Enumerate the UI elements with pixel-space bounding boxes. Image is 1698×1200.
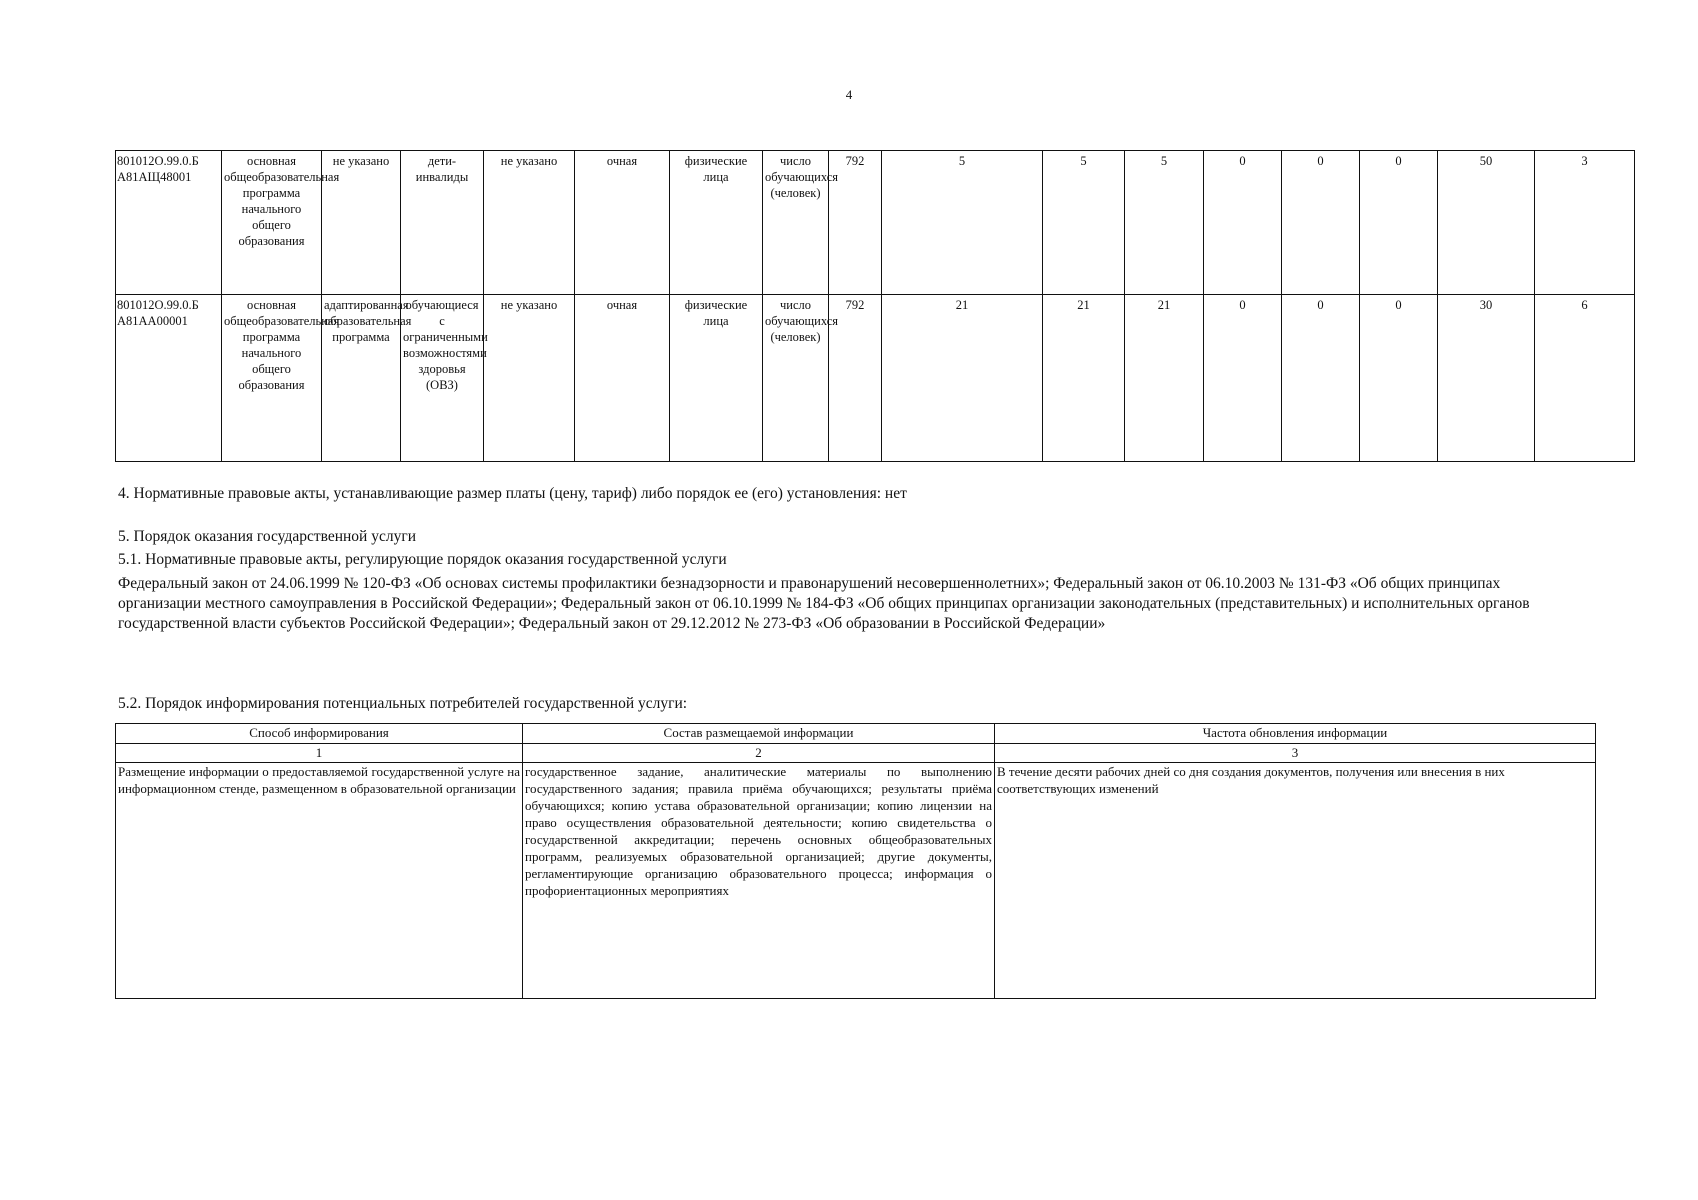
program-type: не указано (322, 151, 401, 295)
value-cell: 0 (1282, 151, 1360, 295)
value-cell: 6 (1535, 295, 1635, 462)
column-header: Частота обновления информации (995, 724, 1596, 744)
service-code: 801012О.99.0.Б А81АА00001 (116, 295, 222, 462)
student-category: обучающиеся с ограниченными возможностями здоровья (ОВЗ) (401, 295, 484, 462)
consumers: физические лица (670, 295, 763, 462)
program-type: адаптированная образовательная программа (322, 295, 401, 462)
value-cell: 21 (1043, 295, 1125, 462)
value-cell: 21 (882, 295, 1043, 462)
place: не указано (484, 295, 575, 462)
consumers: физические лица (670, 151, 763, 295)
page-number: 4 (845, 87, 853, 102)
indicator: число обучающихся (человек) (763, 151, 829, 295)
program-name: основная общеобразовательная программа начального общего образования (222, 151, 322, 295)
value-cell: 5 (882, 151, 1043, 295)
okei-code: 792 (829, 295, 882, 462)
value-cell: 5 (1125, 151, 1204, 295)
place: не указано (484, 151, 575, 295)
table-header-row (116, 724, 1596, 744)
column-header: Способ информирования (116, 724, 523, 744)
info-content: государственное задание, аналитические материалы по выполнению государственного задания; правила приёма обучающихся; результаты приёма обучающихся; копию устава образовательной организации; копию лицензии на право осуществления образовательной деятельности; копию свидетельства о государственной аккредитации; перечень основных общеобразовательных программ, реализуемых образовательной организацией; другие документы, регламентирующие организацию образовательного процесса; информация о профориентационных мероприятиях (523, 763, 995, 999)
column-number: 1 (116, 744, 523, 763)
services-table (115, 150, 1635, 462)
value-cell: 5 (1043, 151, 1125, 295)
value-cell: 0 (1360, 151, 1438, 295)
section-5-heading: 5. Порядок оказания государственной услуги (118, 528, 416, 545)
section-5-2-heading: 5.2. Порядок информирования потенциальных потребителей государственной услуги: (118, 695, 688, 712)
info-table (115, 723, 1596, 999)
value-cell: 0 (1360, 295, 1438, 462)
section-5-1-heading: 5.1. Нормативные правовые акты, регулирующие порядок оказания государственной услуги (118, 551, 727, 568)
column-header: Состав размещаемой информации (523, 724, 995, 744)
table-row (116, 151, 1635, 295)
program-name: основная общеобразовательная программа начального общего образования (222, 295, 322, 462)
student-category: дети-инвалиды (401, 151, 484, 295)
column-number-row (116, 744, 1596, 763)
indicator: число обучающихся (человек) (763, 295, 829, 462)
value-cell: 21 (1125, 295, 1204, 462)
value-cell: 30 (1438, 295, 1535, 462)
column-number: 3 (995, 744, 1596, 763)
table-row (116, 763, 1596, 999)
okei-code: 792 (829, 151, 882, 295)
value-cell: 0 (1204, 151, 1282, 295)
service-code: 801012О.99.0.Б А81АЩ48001 (116, 151, 222, 295)
laws-paragraph: Федеральный закон от 24.06.1999 № 120-ФЗ «Об основах системы профилактики безнадзорности и правонарушений несовершеннолетних»; Федеральный закон от 06.10.2003 № 131-ФЗ «Об общих принципах организации местного самоуправления в Российской Федерации»; Федеральный закон от 06.10.1999 № 184-ФЗ «Об общих принципах организации законодательных (представительных) и исполнительных органов государственной власти субъектов Российской Федерации»; Федеральный закон от 29.12.2012 № 273-ФЗ «Об образовании в Российской Федерации» (118, 575, 1530, 632)
value-cell: 0 (1204, 295, 1282, 462)
study-form: очная (575, 295, 670, 462)
column-number: 2 (523, 744, 995, 763)
info-frequency: В течение десяти рабочих дней со дня создания документов, получения или внесения в них соответствующих изменений (995, 763, 1596, 999)
info-method: Размещение информации о предоставляемой государственной услуге на информационном стенде, размещенном в образовательной организации (116, 763, 523, 999)
value-cell: 0 (1282, 295, 1360, 462)
table-row (116, 295, 1635, 462)
value-cell: 50 (1438, 151, 1535, 295)
study-form: очная (575, 151, 670, 295)
value-cell: 3 (1535, 151, 1635, 295)
section-4-paragraph: 4. Нормативные правовые акты, устанавливающие размер платы (цену, тариф) либо порядок ее (его) установления: нет (118, 485, 907, 502)
